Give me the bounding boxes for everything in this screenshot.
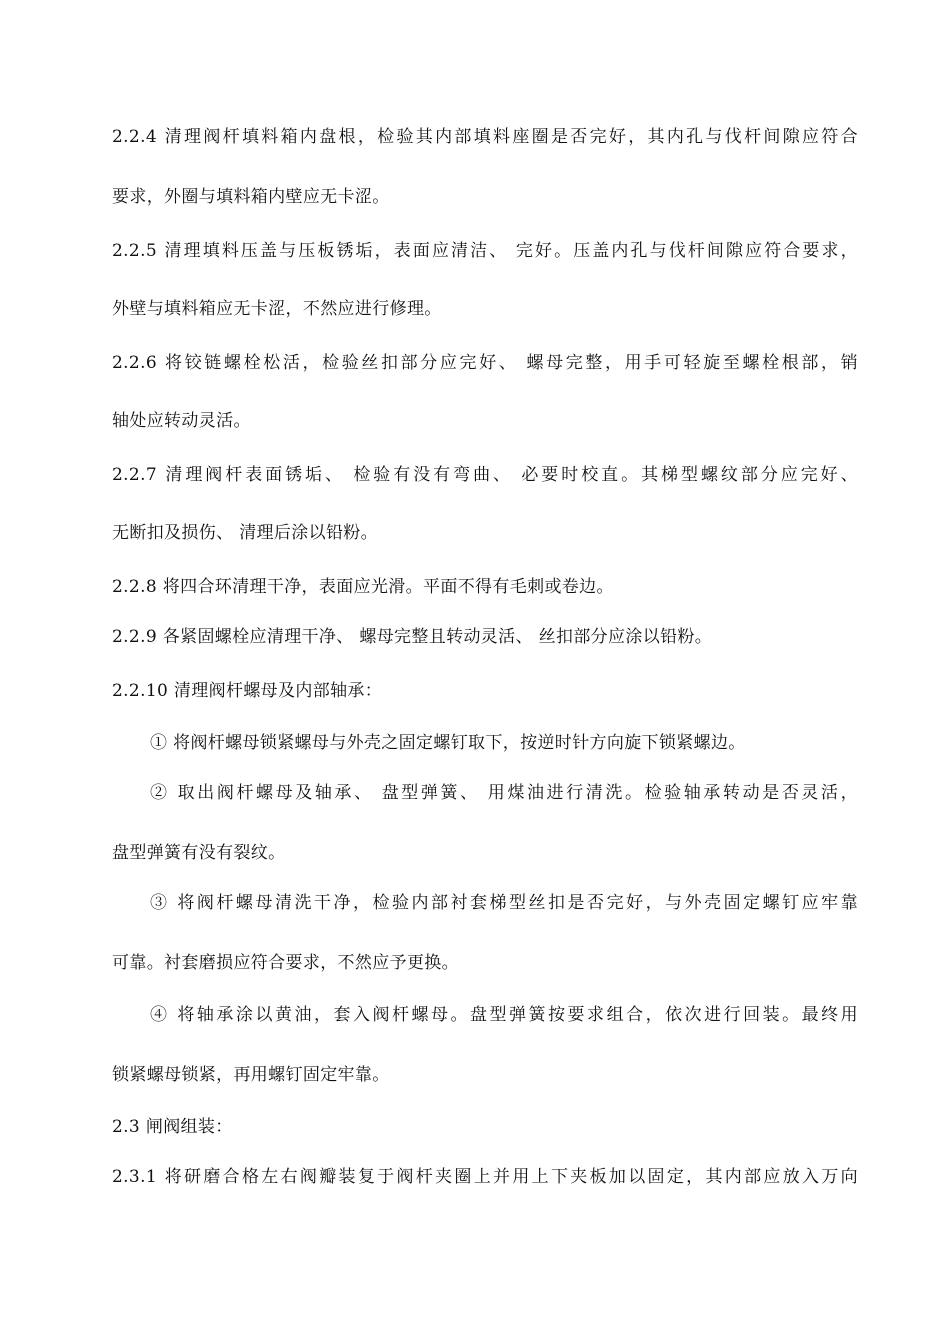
- text-line-2-2-8: 2.2.8 将四合环清理干净，表面应光滑。平面不得有毛刺或卷边。: [112, 577, 614, 597]
- text-line-step-2-cont: 盘型弹簧有没有裂纹。: [112, 843, 286, 863]
- text-line-2-2-6: 2.2.6 将铰链螺栓松活，检验丝扣部分应完好、 螺母完整，用手可轻旋至螺栓根部，销: [112, 353, 858, 373]
- text-line-2-2-6-cont: 轴处应转动灵活。: [112, 411, 251, 431]
- text-line-step-1: ① 将阀杆螺母锁紧螺母与外壳之固定螺钉取下，按逆时针方向旋下锁紧螺边。: [150, 733, 746, 753]
- text-line-2-2-9: 2.2.9 各紧固螺栓应清理干净、 螺母完整且转动灵活、 丝扣部分应涂以铅粉。: [112, 627, 713, 647]
- text-line-2-2-4-cont: 要求，外圈与填料箱内壁应无卡涩。: [112, 187, 390, 207]
- text-line-step-4-cont: 锁紧螺母锁紧，再用螺钉固定牢靠。: [112, 1065, 390, 1085]
- text-line-2-2-4: 2.2.4 清理阀杆填料箱内盘根，检验其内部填料座圈是否完好，其内孔与伐杆间隙应符合: [112, 127, 858, 147]
- text-line-2-2-5: 2.2.5 清理填料压盖与压板锈垢，表面应清洁、 完好。压盖内孔与伐杆间隙应符合要求，: [112, 241, 858, 261]
- text-line-2-2-7: 2.2.7 清理阀杆表面锈垢、 检验有没有弯曲、 必要时校直。其梯型螺纹部分应完好、: [112, 465, 858, 485]
- text-line-2-2-5-cont: 外壁与填料箱应无卡涩，不然应进行修理。: [112, 299, 442, 319]
- text-line-step-2: ② 取出阀杆螺母及轴承、 盘型弹簧、 用煤油进行清洗。检验轴承转动是否灵活，: [150, 783, 858, 803]
- text-line-2-2-10: 2.2.10 清理阀杆螺母及内部轴承：: [112, 681, 383, 701]
- text-line-2-2-7-cont: 无断扣及损伤、 清理后涂以铅粉。: [112, 523, 379, 543]
- text-line-step-3: ③ 将阀杆螺母清洗干净，检验内部衬套梯型丝扣是否完好，与外壳固定螺钉应牢靠: [150, 893, 858, 913]
- text-line-step-3-cont: 可靠。衬套磨损应符合要求，不然应予更换。: [112, 953, 459, 973]
- text-line-2-3-1: 2.3.1 将研磨合格左右阀瓣装复于阀杆夹圈上并用上下夹板加以固定，其内部应放入万向: [112, 1167, 858, 1187]
- section-heading-2-3: 2.3 闸阀组装：: [112, 1117, 233, 1137]
- text-line-step-4: ④ 将轴承涂以黄油，套入阀杆螺母。盘型弹簧按要求组合，依次进行回装。最终用: [150, 1005, 858, 1025]
